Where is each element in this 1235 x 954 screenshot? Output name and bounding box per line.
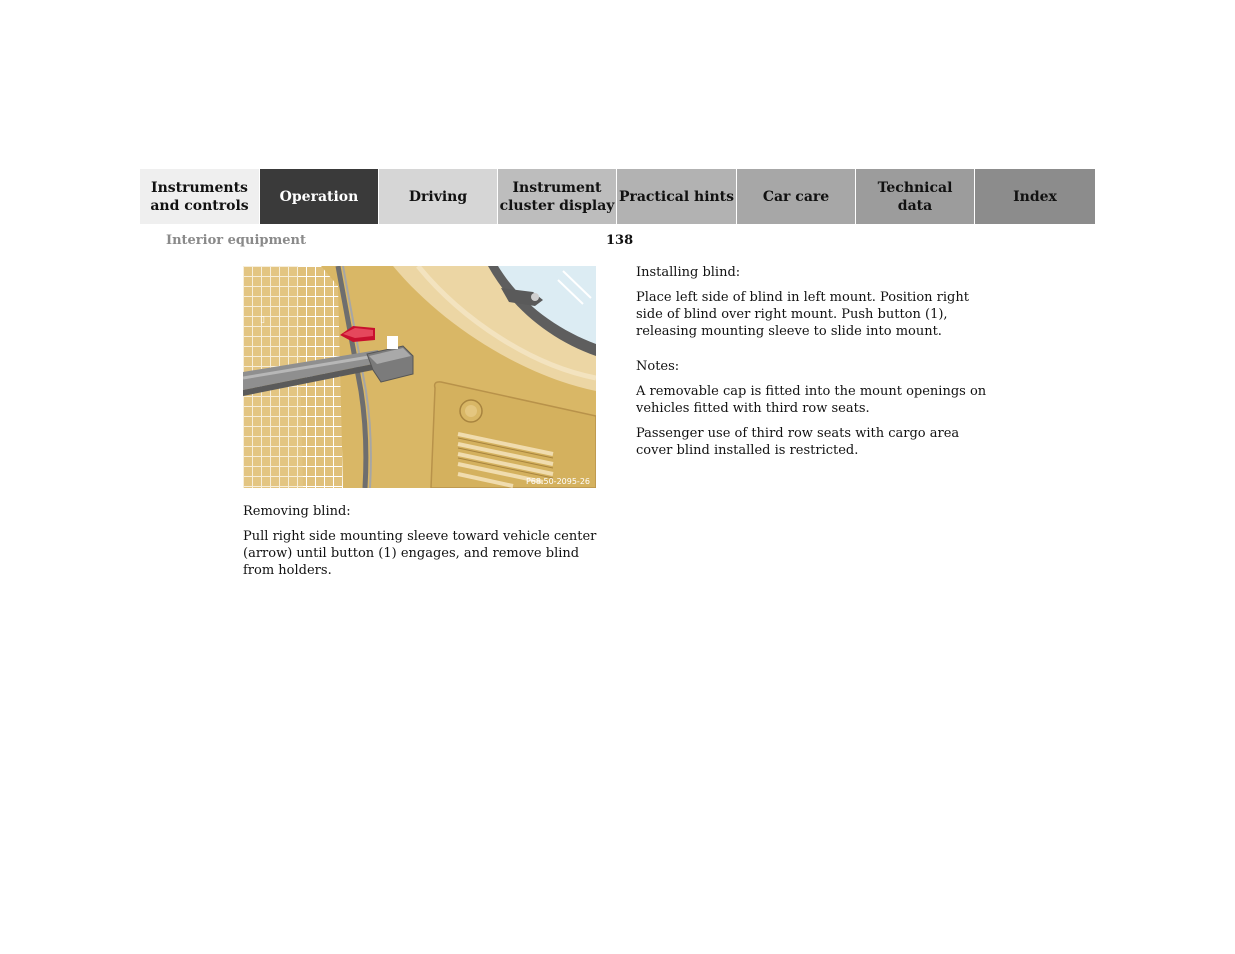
tab-car-care[interactable]: Car care (737, 169, 856, 224)
installing-blind-heading: Installing blind: (636, 265, 741, 280)
tab-technical-data[interactable]: Technical data (856, 169, 975, 224)
svg-text:▯: ▯ (260, 315, 265, 325)
tab-instrument-cluster-display[interactable]: Instrument cluster display (498, 169, 617, 224)
tab-driving[interactable]: Driving (379, 169, 498, 224)
note-third-row-seats: Passenger use of third row seats with cargo area cover blind installed is restricted. (636, 426, 960, 458)
illustration-cargo-blind-mount (243, 266, 596, 488)
removing-blind-heading: Removing blind: (243, 504, 351, 519)
note-removable-cap: A removable cap is fitted into the mount openings on vehicles fitted with third row seats. (636, 384, 987, 416)
tab-index[interactable]: Index (975, 169, 1095, 224)
notes-heading: Notes: (636, 359, 680, 374)
installing-blind-text: Place left side of blind in left mount. Position right side of blind over right mount. Push button (1), releasing mounting sleeve to slide into mount. (636, 290, 969, 339)
tab-practical-hints[interactable]: Practical hints (617, 169, 737, 224)
page-number: 138 (606, 233, 634, 248)
figure-code: P68.50-2095-26 (525, 477, 590, 486)
chapter-nav (140, 169, 1095, 224)
tab-operation[interactable]: Operation (260, 169, 379, 224)
section-title: Interior equipment (166, 233, 306, 248)
removing-blind-text: Pull right side mounting sleeve toward vehicle center (arrow) until button (1) engages, and remove blind from holders. (243, 529, 597, 578)
tab-instruments-and-controls[interactable]: Instruments and controls (140, 169, 260, 224)
